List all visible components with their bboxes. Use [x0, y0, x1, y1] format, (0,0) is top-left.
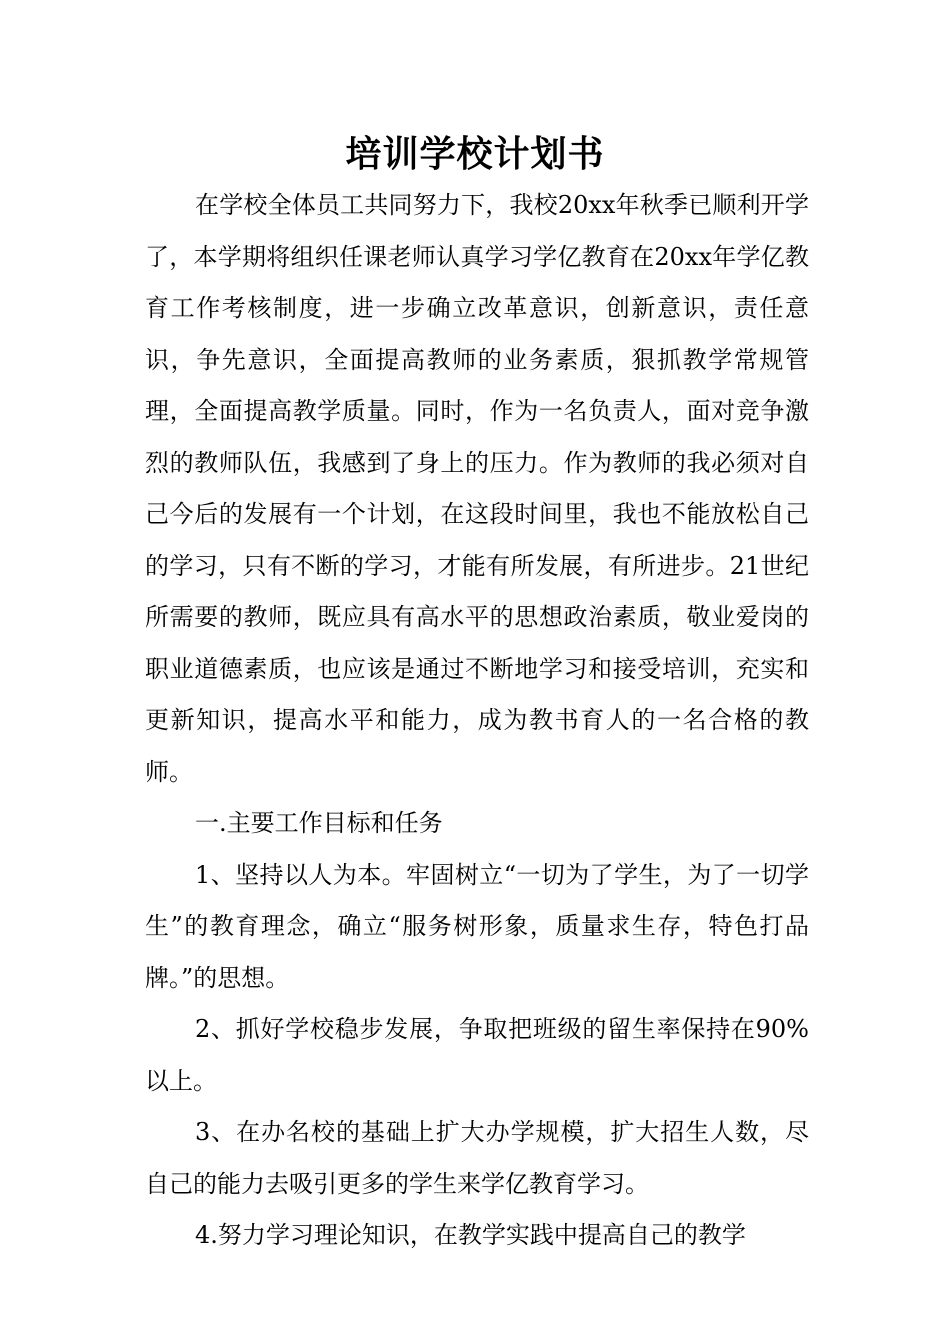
paragraph-intro: 在学校全体员工共同努力下，我校20xx年秋季已顺利开学了，本学期将组织任课老师认真学习学亿教育在20xx年学亿教育工作考核制度，进一步确立改革意识，创新意识，责任意识，争先意识，全面提高教师的业务素质，狠抓教学常规管理，全面提高教学质量。同时，作为一名负责人，面对竞争激烈的教师队伍，我感到了身上的压力。作为教师的我必须对自己今后的发展有一个计划，在这段时间里，我也不能放松自己的学习，只有不断的学习，才能有所发展，有所进步。21世纪所需要的教师，既应具有高水平的思想政治素质，敬业爱岗的职业道德素质，也应该是通过不断地学习和接受培训，充实和更新知识，提高水平和能力，成为教书育人的一名合格的教师。: [145, 191, 809, 786]
paragraph-item-1: 1、坚持以人为本。牢固树立“一切为了学生，为了一切学生”的教育理念，确立“服务树形象，质量求生存，特色打品牌。”的思想。: [145, 860, 809, 992]
paragraph-item-3: 3、在办名校的基础上扩大办学规模，扩大招生人数，尽自己的能力去吸引更多的学生来学亿教育学习。: [145, 1118, 809, 1198]
paragraph-section-heading: 一.主要工作目标和任务: [195, 809, 443, 837]
paragraph-item-4: 4.努力学习理论知识，在教学实践中提高自己的教学: [195, 1221, 746, 1249]
document-body: [145, 180, 809, 1262]
paragraph-item-2: 2、抓好学校稳步发展，争取把班级的留生率保持在90%以上。: [145, 1015, 809, 1095]
document-title: 培训学校计划书: [345, 133, 605, 175]
